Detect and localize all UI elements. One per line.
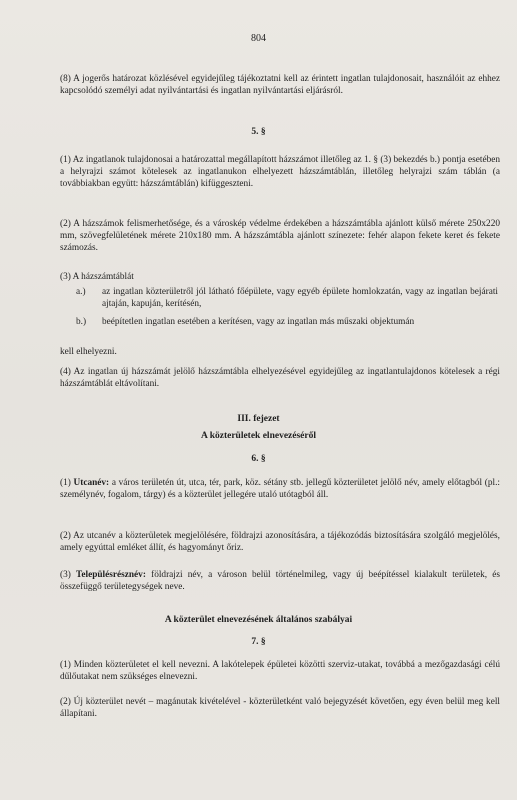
chapter-heading: III. fejezet xyxy=(237,414,280,424)
rules-section-title: A közterület elnevezésének általános szabályai xyxy=(164,615,353,625)
paragraph-5-3-end: kell elhelyezni. xyxy=(60,347,117,357)
term-telepulesresznev: Településrésznév: xyxy=(76,570,146,580)
item-a-label: a.) xyxy=(76,287,86,297)
paragraph-6-1-number: (1) xyxy=(60,478,71,488)
paragraph-7-1: (1) Minden közterületet el kell nevezni. A lakótelepek épületei közötti szerviz-utakat, továbbá a mezőgazdasági célú dűlőutakat nem szükséges elnevezni. xyxy=(60,660,500,682)
paragraph-5-4: (4) Az ingatlan új házszámát jelölő házszámtábla elhelyezésével egyidejűleg az ingatlantulajdonos kötelesek a régi házszámtáblát eltávolítani. xyxy=(60,367,500,389)
item-a-text: az ingatlan közterületről jól látható főépülete, vagy egyéb épülete homlokzatán, vagy az ingatlan bejárati ajtaján, kapuján, kerítésén, xyxy=(102,287,498,309)
paragraph-6-3-number: (3) xyxy=(60,570,71,580)
paragraph-5-3: (3) A házszámtáblát xyxy=(60,272,134,282)
page-number: 804 xyxy=(251,33,266,44)
paragraph-6-1 xyxy=(60,477,500,501)
paragraph-5-1: (1) Az ingatlanok tulajdonosai a határozattal megállapított házszámot illetőleg az 1. § (3) bekezdés b.) pontja esetében a helyrajzi számot kötelesek az ingatlanukon elhelyezett házszámtáblán, illetőleg helyrajzi szám táblán (a továbbiakban együtt: házszámtáblán) kifüggeszteni. xyxy=(60,155,500,189)
section-6-heading: 6. § xyxy=(251,454,266,464)
chapter-title: A közterületek elnevezéséről xyxy=(200,431,316,441)
paragraph-5-2: (2) A házszámok felismerhetősége, és a városkép védelme érdekében a házszámtábla ajánlott külső mérete 250x220 mm, szövegfelületének mérete 210x180 mm. A házszámtábla ajánlott színezete: fehér alapon fekete keret és fekete számozás. xyxy=(60,219,500,253)
paragraph-8-1: (8) A jogerős határozat közlésével egyidejűleg tájékoztatni kell az érintett ingatlan tulajdonosait, használóit az ehhez kapcsolódó személyi adat nyilvántartási és ingatlan nyilvántartási eljárásról. xyxy=(60,74,500,96)
paragraph-7-2: (2) Új közterület nevét – magánutak kivételével - közterületként való bejegyzését követően, egy éven belül meg kell állapítani. xyxy=(60,697,500,719)
paragraph-6-3 xyxy=(60,569,500,593)
paragraph-6-3-text: földrajzi név, a városon belül történelmileg, vagy új beépítéssel kialakult területek, és összefüggő területegységek neve. xyxy=(60,570,501,592)
section-7-heading: 7. § xyxy=(251,637,266,647)
paragraph-6-2: (2) Az utcanév a közterületek megjelölésére, földrajzi azonosítására, a tájékozódás biztosítására szolgáló megjelölés, amely egyúttal emléket állít, és hagyományt őriz. xyxy=(60,531,500,553)
item-b-label: b.) xyxy=(76,317,87,327)
item-b-text: beépítetlen ingatlan esetében a kerítésen, vagy az ingatlan más műszaki objektumán xyxy=(102,317,415,327)
section-5-heading: 5. § xyxy=(251,127,266,137)
paragraph-6-1-text: a város területén út, utca, tér, park, köz. sétány stb. jellegű közterületet jelölő név, amely előtagból (pl.: személynév, fogalom, tárgy) és a közterület jellegére utaló utótagból áll. xyxy=(60,478,500,500)
term-utcanev: Utcanév: xyxy=(73,478,110,488)
